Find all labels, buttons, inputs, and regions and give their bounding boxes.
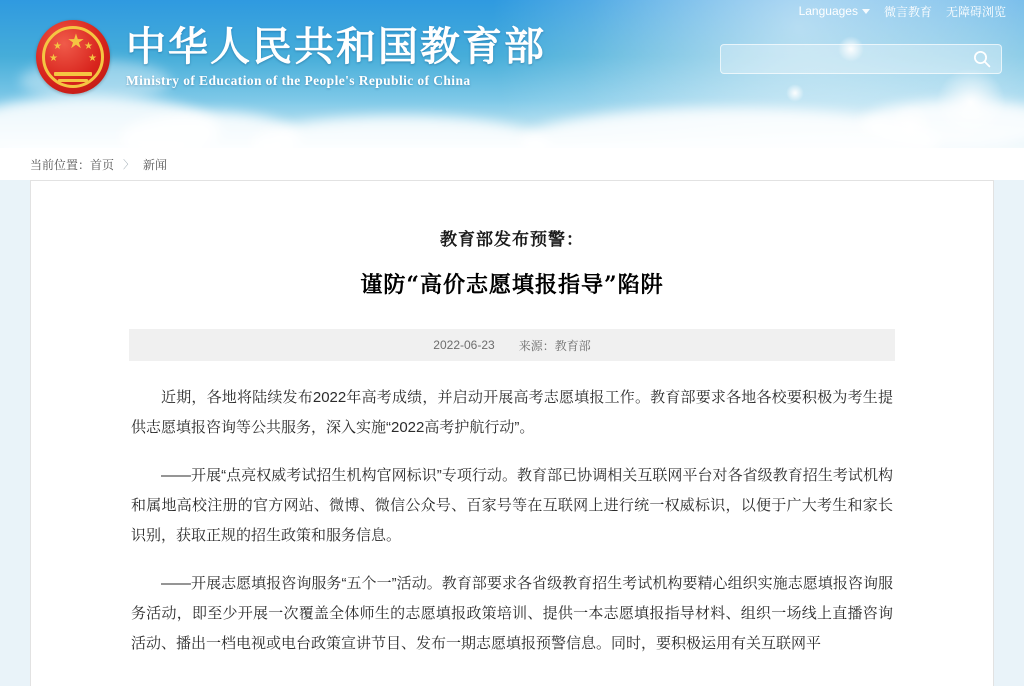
breadcrumb-label: 当前位置： [30,157,91,172]
site-title-en: Ministry of Education of the People's Republic of China [126,73,471,88]
site-search [720,44,1002,74]
article-meta [129,329,895,361]
brand-block [36,20,546,94]
breadcrumb-separator-icon: 〉 [123,159,135,171]
article-body [131,383,893,659]
breadcrumb-item-news[interactable]: 新闻 [143,157,168,172]
languages-menu[interactable] [799,4,870,18]
search-icon [972,49,992,69]
page-background [0,180,1024,686]
article-date: 2022-06-23 [433,338,495,353]
article-paragraph: 近期，各地将陆续发布2022年高考成绩，并启动开展高考志愿填报工作。教育部要求各地各校要积极为考生提供志愿填报咨询等公共服务，深入实施“2022高考护航行动”。 [131,389,893,437]
article-container [30,180,994,686]
search-input[interactable] [721,45,963,73]
accessibility-link[interactable]: 无障碍浏览 [945,4,1006,19]
dandelion-decoration [936,68,1006,138]
article-headline: 谨防“高价志愿填报指导”陷阱 [360,272,664,299]
breadcrumb-item-home[interactable]: 首页 [90,157,115,172]
article-source: 来源：教育部 [518,338,591,353]
breadcrumb [0,148,1024,180]
weixin-education-link[interactable]: 微言教育 [883,4,932,19]
chevron-down-icon [862,9,870,14]
dandelion-decoration [786,84,804,102]
top-utility-bar [799,0,1024,22]
article-paragraph: ——开展“点亮权威考试招生机构官网标识”专项行动。教育部已协调相关互联网平台对各省级教育招生考试机构和属地高校注册的官方网站、微博、微信公众号、百家号等在互联网上进行统一权威标识，以便于广大考生和家长识别，获取正规的招生政策和服务信息。 [131,467,893,545]
site-title-cn: 中华人民共和国教育部 [126,23,546,70]
languages-label: Languages [798,4,858,18]
national-emblem-icon: ★ ★ ★ ★ ★ [36,20,110,94]
article-paragraph: ——开展志愿填报咨询服务“五个一”活动。教育部要求各省级教育招生考试机构要精心组织实施志愿填报咨询服务活动，即至少开展一次覆盖全体师生的志愿填报政策培训、提供一本志愿填报指导材料、组织一场线上直播咨询活动、播出一档电视或电台政策宣讲节目、发布一期志愿填报预警信息。同时，要积极运用有关互联网平 [131,575,893,653]
article-kicker: 教育部发布预警： [440,230,584,250]
site-header [0,0,1024,148]
search-button[interactable] [963,45,1001,73]
dandelion-decoration [888,104,934,148]
cloud-decoration [250,116,550,148]
